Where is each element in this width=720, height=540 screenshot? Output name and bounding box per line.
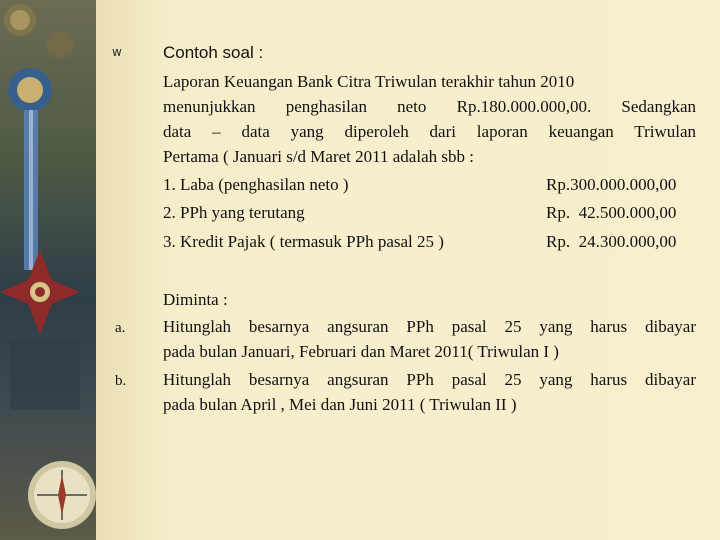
diminta-label: Diminta : xyxy=(163,290,228,309)
item-label: 3. Kredit Pajak ( termasuk PPh pasal 25 ) xyxy=(163,232,444,251)
intro-line: data – data yang diperoleh dari laporan keuangan Triwulan xyxy=(163,122,696,141)
item-label: 1. Laba (penghasilan neto ) xyxy=(163,175,349,194)
intro-line: menunjukkan penghasilan neto Rp.180.000.000,00. Sedangkan xyxy=(163,97,696,116)
question-marker: a. xyxy=(115,320,126,336)
item-amount: Rp. 42.500.000,00 xyxy=(546,203,677,222)
intro-line: Pertama ( Januari s/d Maret 2011 adalah sbb : xyxy=(163,147,474,166)
question-line: Hitunglah besarnya angsuran PPh pasal 25 yang harus dibayar xyxy=(163,317,696,336)
decorative-medal-image xyxy=(0,0,96,540)
bullet-icon: w xyxy=(112,45,122,59)
question-line: pada bulan Januari, Februari dan Maret 2011( Triwulan I ) xyxy=(163,342,559,361)
question-marker: b. xyxy=(115,373,127,389)
item-amount: Rp. 24.300.000,00 xyxy=(546,232,677,251)
heading: Contoh soal : xyxy=(163,43,264,62)
question-line: Hitunglah besarnya angsuran PPh pasal 25 yang harus dibayar xyxy=(163,370,696,389)
item-label: 2. PPh yang terutang xyxy=(163,203,305,222)
question-line: pada bulan April , Mei dan Juni 2011 ( Triwulan II ) xyxy=(163,395,517,414)
item-amount: Rp.300.000.000,00 xyxy=(546,175,677,194)
intro-line: Laporan Keuangan Bank Citra Triwulan terakhir tahun 2010 xyxy=(163,72,575,91)
medal-illustration xyxy=(0,0,96,540)
